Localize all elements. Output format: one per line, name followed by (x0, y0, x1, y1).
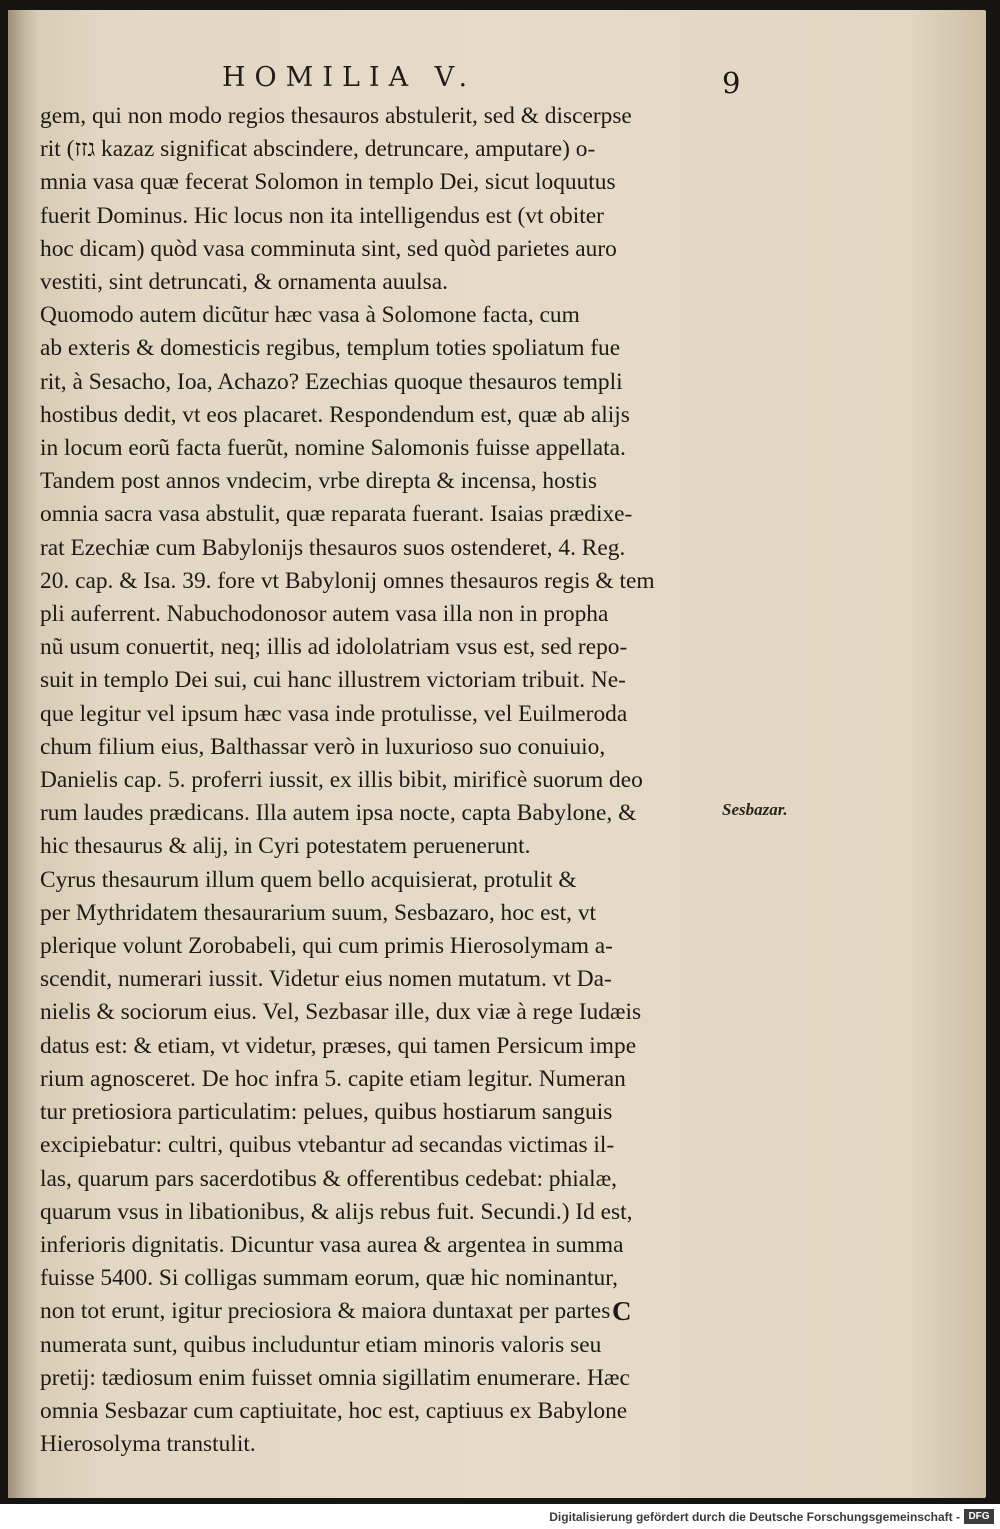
marginal-note: Sesbazar. (722, 800, 788, 819)
text-line: mnia vasa quæ fecerat Solomon in templo Dei, sicut loquutus (40, 169, 616, 196)
text-line: tur pretiosiora particulatim: pelues, quibus hostiarum sanguis (40, 1099, 613, 1126)
text-line: Cyrus thesaurum illum quem bello acquisierat, protulit & (40, 866, 577, 893)
text-line: las, quarum pars sacerdotibus & offerentibus cedebat: phialæ, (40, 1165, 618, 1192)
text-line: omnia sacra vasa abstulit, quæ reparata fuerant. Isaias prædixe- (40, 501, 633, 528)
text-line: gem, qui non modo regios thesauros abstulerit, sed & discerpse (40, 103, 632, 129)
text-line: Quomodo autem dicũtur hæc vasa à Solomone facta, cum (40, 302, 580, 329)
text-line: datus est: & etiam, vt videtur, præses, qui tamen Persicum impe (40, 1032, 637, 1059)
text-line: pretij: tædiosum enim fuisset omnia sigillatim enumerare. Hæc (40, 1364, 630, 1391)
text-line: rum laudes prædicans. Illa autem ipsa nocte, capta Babylone, & (40, 800, 637, 827)
text-line: pli auferrent. Nabuchodonosor autem vasa illa non in propha (40, 601, 609, 628)
text-line: nielis & sociorum eius. Vel, Sezbasar ille, dux viæ à rege Iudæis (40, 999, 642, 1026)
text-line: 20. cap. & Isa. 39. fore vt Babylonij omnes thesauros regis & tem (40, 567, 655, 594)
text-line: quarum vsus in libationibus, & alijs rebus fuit. Secundi.) Id est, (40, 1198, 633, 1225)
text-line: rat Ezechiæ cum Babylonijs thesauros suos ostenderet, 4. Reg. (40, 534, 626, 561)
text-line: fuisse 5400. Si colligas summam eorum, quæ hic nominantur, (40, 1265, 618, 1292)
text-line: Tandem post annos vndecim, vrbe direpta & incensa, hostis (40, 468, 598, 495)
page-gutter-shadow (8, 10, 38, 1498)
text-line: scendit, numerari iussit. Videtur eius nomen mutatum. vt Da- (40, 966, 612, 993)
text-line: vestiti, sint detruncati, & ornamenta auulsa. (40, 269, 448, 296)
footer-bar (0, 1504, 1000, 1529)
funding-credit: Digitalisierung gefördert durch die Deutsche Forschungsgemeinschaft - (549, 1510, 960, 1524)
text-line: que legitur vel ipsum hæc vasa inde protulisse, vel Euilmeroda (40, 700, 628, 727)
page-number: 9 (722, 66, 741, 100)
text-line: hostibus dedit, vt eos placaret. Respondendum est, quæ ab alijs (40, 401, 630, 428)
dfg-logo: DFG (964, 1509, 994, 1524)
text-line: inferioris dignitatis. Dicuntur vasa aurea & argentea in summa (40, 1231, 624, 1258)
text-line: chum filium eius, Balthassar verò in luxurioso suo conuiuio, (40, 733, 606, 760)
text-line: Hierosolyma transtulit. (40, 1431, 256, 1458)
text-line: per Mythridatem thesaurarium suum, Sesbazaro, hoc est, vt (40, 899, 597, 926)
text-line: hoc dicam) quòd vasa comminuta sint, sed quòd parietes auro (40, 235, 617, 262)
text-line: omnia Sesbazar cum captiuitate, hoc est, captiuus ex Babylone (40, 1397, 628, 1424)
text-line: hic thesaurus & alij, in Cyri potestatem peruenerunt. (40, 833, 531, 860)
running-head: HOMILIA V. (222, 62, 477, 93)
text-line: rium agnosceret. De hoc infra 5. capite etiam legitur. Numeran (40, 1065, 626, 1092)
text-line: excipiebatur: cultri, quibus vtebantur ad secandas victimas il- (40, 1132, 615, 1159)
text-line: plerique volunt Zorobabeli, qui cum primis Hierosolymam a- (40, 933, 613, 960)
body-text (40, 100, 730, 1461)
text-line: in locum eorũ facta fuerũt, nomine Salomonis fuisse appellata. (40, 435, 626, 462)
text-line: Danielis cap. 5. proferri iussit, ex illis bibit, mirificè suorum deo (40, 767, 643, 794)
text-line: nũ usum conuertit, neq; illis ad idololatriam vsus est, sed repo- (40, 634, 628, 661)
text-line: non tot erunt, igitur preciosiora & maiora duntaxat per partes (40, 1298, 611, 1325)
text-line: rit (גזז kazaz significat abscindere, detruncare, amputare) o- (40, 136, 596, 163)
text-line: numerata sunt, quibus includuntur etiam minoris valoris seu (40, 1331, 602, 1358)
text-line: fuerit Dominus. Hic locus non ita intelligendus est (vt obiter (40, 202, 604, 229)
text-line: rit, à Sesacho, Ioa, Achazo? Ezechias quoque thesauros templi (40, 368, 623, 395)
text-line: ab exteris & domesticis regibus, templum toties spoliatum fue (40, 335, 621, 362)
signature-mark: C (612, 1296, 632, 1326)
text-line: suit in templo Dei sui, cui hanc illustrem victoriam tribuit. Ne- (40, 667, 626, 694)
